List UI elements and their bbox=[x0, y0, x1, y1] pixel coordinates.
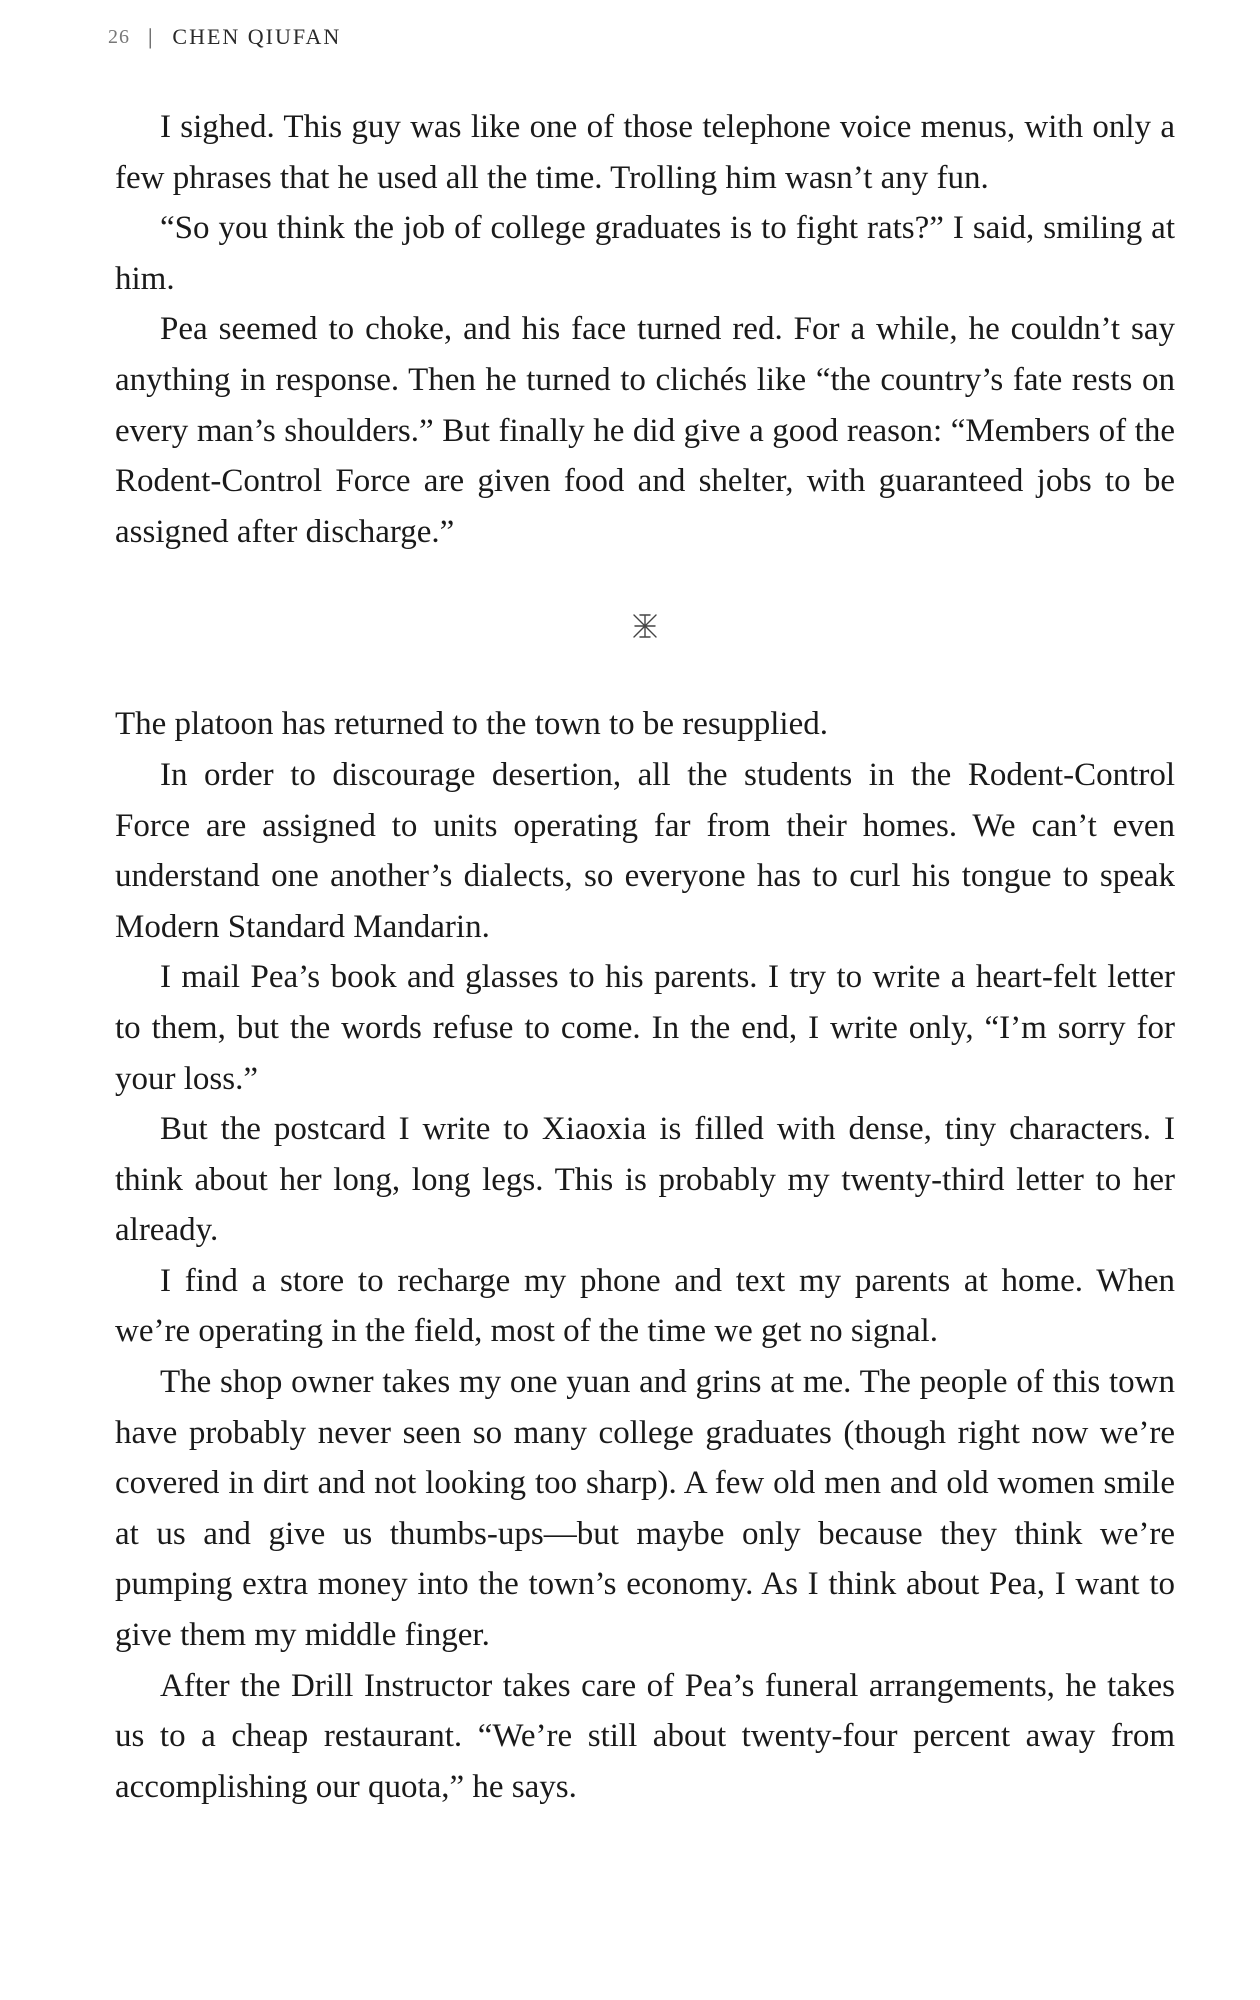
section-break-ornament bbox=[115, 557, 1175, 699]
paragraph: The shop owner takes my one yuan and grins at me. The people of this town have probably never seen so many college graduates (though right now we’re covered in dirt and not looking too sharp). A few old men and old women smile at us and give us thumbs-ups—but maybe only because they think we’re pumping extra money into the town’s economy. As I think about Pea, I want to give them my middle finger. bbox=[115, 1364, 1175, 1654]
paragraph: In order to discourage desertion, all the students in the Rodent-Control Force are assigned to units operating far from their homes. We can’t even understand one another’s dialects, so everyone has to curl his tongue to speak Modern Standard Mandarin. bbox=[115, 756, 1175, 945]
paragraph: After the Drill Instructor takes care of Pea’s funeral arrangements, he takes us to a cheap restaurant. “We’re still about twenty-four percent away from accomplishing our quota,” he says. bbox=[115, 1667, 1175, 1805]
paragraph: But the postcard I write to Xiaoxia is filled with dense, tiny characters. I think about her long, long legs. This is probably my twenty-third letter to her already. bbox=[115, 1111, 1175, 1249]
paragraph: “So you think the job of college graduates is to fight rats?” I said, smiling at him. bbox=[115, 210, 1175, 297]
author-name: CHEN QIUFAN bbox=[172, 24, 342, 49]
page-number: 26 bbox=[108, 25, 130, 48]
body-text bbox=[115, 102, 1175, 1812]
running-head bbox=[108, 24, 341, 50]
paragraph: I find a store to recharge my phone and text my parents at home. When we’re operating in the field, most of the time we get no signal. bbox=[115, 1262, 1175, 1350]
section-break-icon bbox=[630, 611, 660, 641]
paragraph: I sighed. This guy was like one of those telephone voice menus, with only a few phrases that he used all the time. Trolling him wasn’t any fun. bbox=[115, 109, 1175, 196]
paragraph: The platoon has returned to the town to be resupplied. bbox=[115, 706, 828, 743]
paragraph: Pea seemed to choke, and his face turned red. For a while, he couldn’t say anything in response. Then he turned to clichés like “the country’s fate rests on every man’s shoulders.” But finally he did give a good reason: “Members of the Rodent-Control Force are given food and shelter, with guaranteed jobs to be assigned after discharge.” bbox=[115, 311, 1175, 550]
header-separator: | bbox=[148, 24, 155, 49]
paragraph: I mail Pea’s book and glasses to his parents. I try to write a heart-felt letter to them, but the words refuse to come. In the end, I write only, “I’m sorry for your loss.” bbox=[115, 959, 1175, 1097]
